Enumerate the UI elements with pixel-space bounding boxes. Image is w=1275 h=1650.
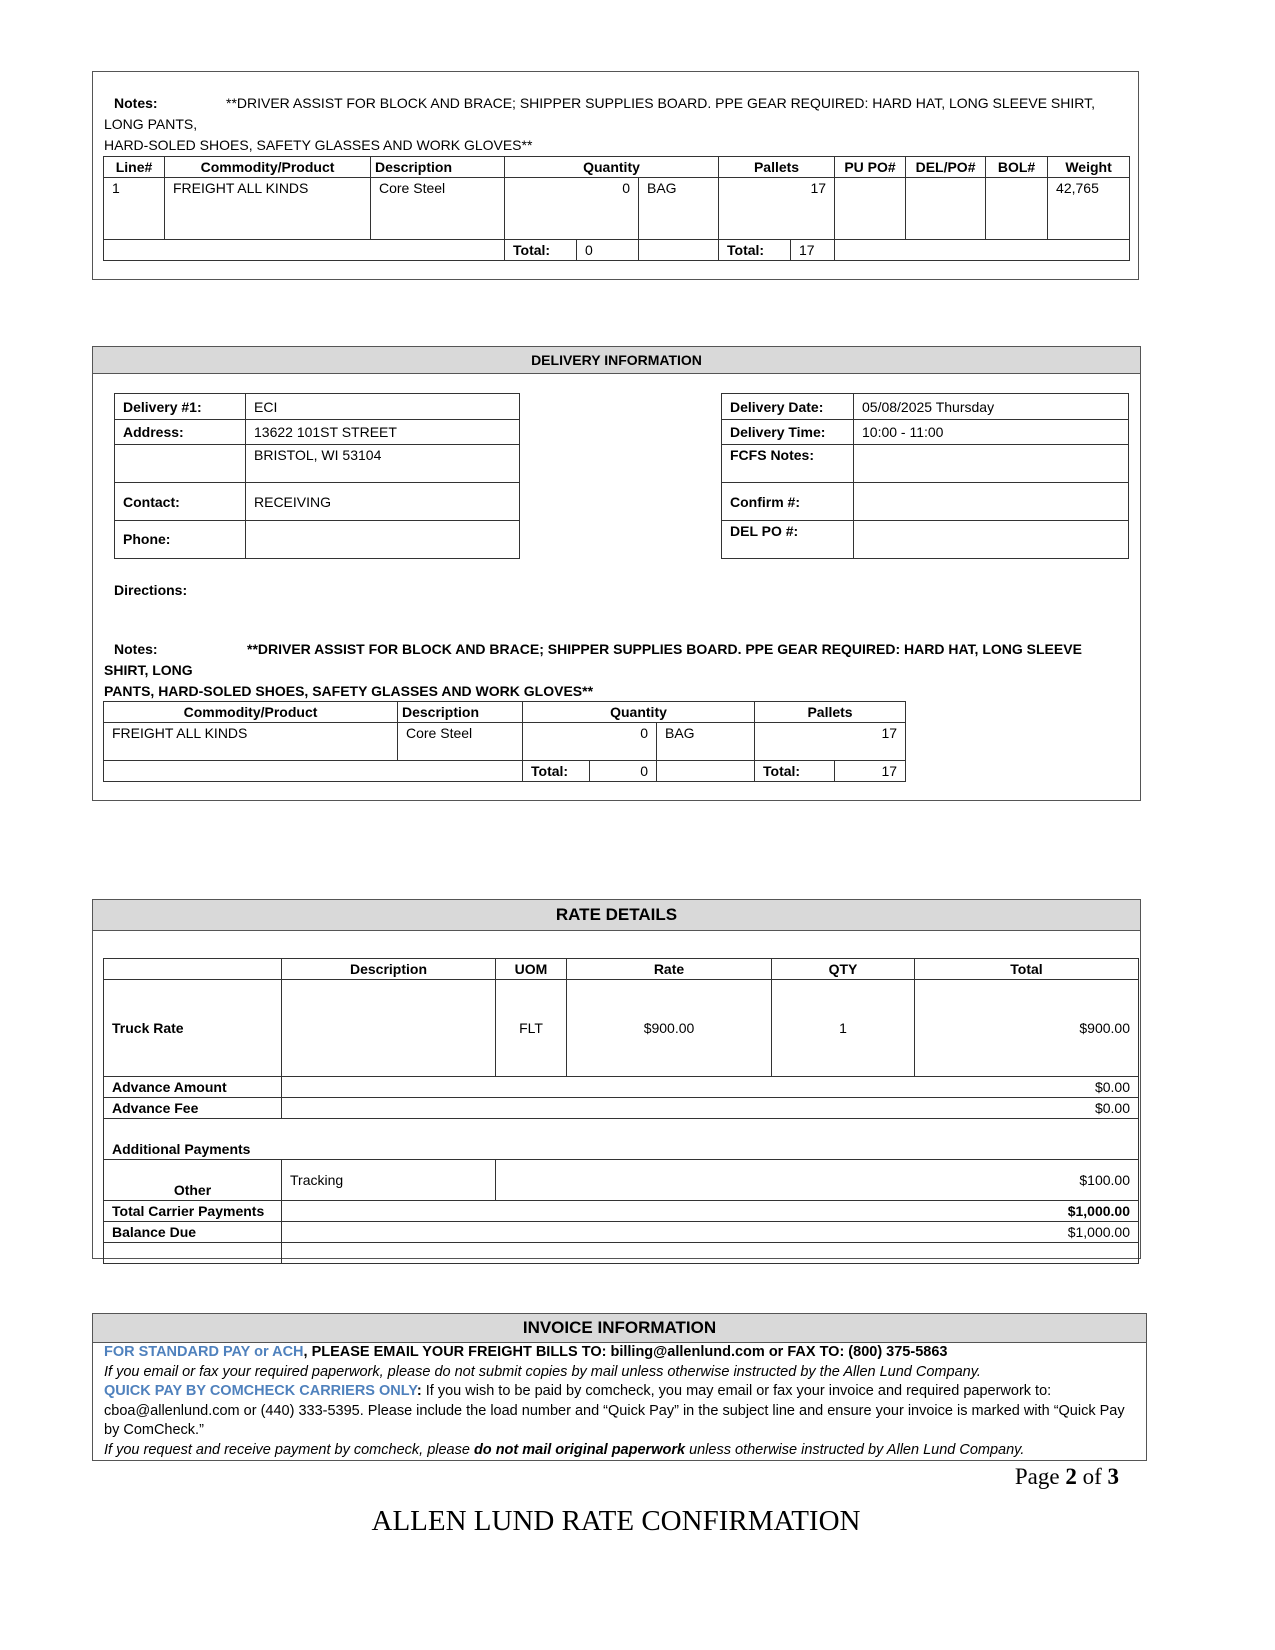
standard-pay-text: , PLEASE EMAIL YOUR FREIGHT BILLS TO: billing@allenlund.com or FAX TO: (800) 375-5863 [303, 1344, 948, 1360]
top-cell-weight: 42,765 [1048, 178, 1130, 240]
invoice-line-1 [104, 1343, 1139, 1363]
truck-rate-total: $900.00 [915, 980, 1139, 1077]
quick-pay-label: QUICK PAY BY COMCHECK CARRIERS ONLY [104, 1383, 417, 1400]
table-row [104, 178, 1130, 240]
invoice-header: INVOICE INFORMATION [93, 1314, 1146, 1343]
top-qty-total-label: Total: [505, 240, 577, 261]
delivery-section [92, 346, 1141, 801]
do-not-mail-emphasis: do not mail original paperwork [473, 1441, 686, 1458]
delivery-cell-commodity: FREIGHT ALL KINDS [104, 723, 398, 761]
delivery-date-label: Delivery Date: [722, 394, 854, 420]
quick-pay-text: If you wish to be paid by comcheck, you may email or fax your invoice and required paperwork to: cboa@allenlund.com or (440) 333-5395. Please include the load number and “Quick Pay” in the subject line and ensure your invoice is marked with “Quick Pay by ComCheck.” [104, 1383, 1125, 1439]
truck-rate-label: Truck Rate [104, 980, 282, 1077]
truck-rate-uom: FLT [496, 980, 567, 1077]
table-row [104, 723, 906, 761]
top-pallets-total: 17 [791, 240, 835, 261]
top-commodity-table [103, 156, 1130, 261]
standard-pay-label: FOR STANDARD PAY or ACH [104, 1344, 304, 1360]
table-row [104, 980, 1139, 1077]
advance-fee-value: $0.00 [282, 1098, 1139, 1119]
rate-th-rate: Rate [567, 959, 772, 980]
top-th-del-po: DEL/PO# [906, 157, 986, 178]
delivery-notes-text: **DRIVER ASSIST FOR BLOCK AND BRACE; SHIPPER SUPPLIES BOARD. PPE GEAR REQUIRED: HARD HAT, LONG SLEEVE SHIRT, LONG [104, 641, 1082, 678]
top-cell-line: 1 [104, 178, 165, 240]
top-cell-del-po [906, 178, 986, 240]
top-th-quantity: Quantity [505, 157, 719, 178]
top-notes-text: **DRIVER ASSIST FOR BLOCK AND BRACE; SHIPPER SUPPLIES BOARD. PPE GEAR REQUIRED: HARD HAT, LONG SLEEVE SHIRT, LONG PANTS, [104, 95, 1096, 132]
fcfs-notes-label: FCFS Notes: [722, 445, 854, 483]
top-th-description: Description [371, 157, 505, 178]
top-notes [104, 93, 1124, 156]
delivery-th-commodity: Commodity/Product [104, 702, 398, 723]
delivery-th-pallets: Pallets [755, 702, 906, 723]
balance-due-label: Balance Due [104, 1222, 282, 1243]
invoice-section [92, 1313, 1147, 1461]
table-row [104, 1222, 1139, 1243]
delivery-right-table [721, 393, 1129, 559]
invoice-line-3: QUICK PAY BY COMCHECK CARRIERS ONLY: If you wish to be paid by comcheck, you may email or fax your invoice and required paperwork to: cboa@allenlund.com or (440) 333-5395. Please include the load number and “Quick Pay” in the subject line and ensure your invoice is marked with “Quick Pay by ComCheck.” [104, 1383, 1125, 1439]
table-row [104, 1119, 1139, 1160]
advance-amount-label: Advance Amount [104, 1077, 282, 1098]
total-carrier-label: Total Carrier Payments [104, 1201, 282, 1222]
page-number: Page 2 of 3 [1014, 1464, 1119, 1489]
delivery-number-value: ECI [246, 394, 520, 420]
delivery-notes-text-2: PANTS, HARD-SOLED SHOES, SAFETY GLASSES AND WORK GLOVES** [104, 683, 594, 699]
document-title: ALLEN LUND RATE CONFIRMATION [371, 1505, 861, 1537]
delivery-notes [104, 639, 1124, 702]
rate-th-description: Description [282, 959, 496, 980]
table-row [104, 1098, 1139, 1119]
top-cell-qty: 0 [505, 178, 639, 240]
invoice-line-2: If you email or fax your required paperwork, please do not submit copies by mail unless otherwise instructed by the Allen Lund Company. [104, 1363, 981, 1380]
additional-payments-label: Additional Payments [104, 1119, 1139, 1160]
contact-value: RECEIVING [246, 483, 520, 521]
delivery-left-table [114, 393, 520, 559]
delivery-commodity-table [103, 701, 906, 782]
table-row [104, 1201, 1139, 1222]
rate-table [103, 958, 1139, 1264]
top-cell-pallets: 17 [719, 178, 835, 240]
other-amount: $100.00 [496, 1160, 1139, 1201]
top-notes-label: Notes: [114, 95, 158, 111]
rate-th-qty: QTY [772, 959, 915, 980]
delivery-pallets-total-label: Total: [755, 761, 835, 782]
delivery-th-description: Description [398, 702, 523, 723]
other-description: Tracking [282, 1160, 496, 1201]
del-po-label: DEL PO #: [722, 521, 854, 559]
rate-th-uom: UOM [496, 959, 567, 980]
balance-due-value: $1,000.00 [282, 1222, 1139, 1243]
advance-fee-label: Advance Fee [104, 1098, 282, 1119]
table-row [104, 240, 1130, 261]
delivery-qty-total-label: Total: [523, 761, 590, 782]
confirm-number-value [854, 483, 1129, 521]
other-label: Other [104, 1160, 282, 1201]
delivery-cell-uom: BAG [657, 723, 755, 761]
delivery-th-quantity: Quantity [523, 702, 755, 723]
top-th-weight: Weight [1048, 157, 1130, 178]
table-row [104, 1243, 1139, 1264]
top-pallets-total-label: Total: [719, 240, 791, 261]
directions-label: Directions: [114, 582, 188, 598]
fcfs-notes-value [854, 445, 1129, 483]
delivery-header: DELIVERY INFORMATION [93, 347, 1140, 374]
top-qty-total: 0 [577, 240, 639, 261]
table-row [104, 1160, 1139, 1201]
table-row [104, 1077, 1139, 1098]
top-th-line: Line# [104, 157, 165, 178]
delivery-qty-total: 0 [590, 761, 657, 782]
top-th-pallets: Pallets [719, 157, 835, 178]
top-th-commodity: Commodity/Product [165, 157, 371, 178]
rate-th-total: Total [915, 959, 1139, 980]
page-current: 2 [1065, 1464, 1077, 1489]
delivery-cell-qty: 0 [523, 723, 657, 761]
top-cell-commodity: FREIGHT ALL KINDS [165, 178, 371, 240]
address-label: Address: [115, 420, 246, 445]
advance-amount-value: $0.00 [282, 1077, 1139, 1098]
del-po-value [854, 521, 1129, 559]
confirm-number-label: Confirm #: [722, 483, 854, 521]
delivery-date-value: 05/08/2025 Thursday [854, 394, 1129, 420]
delivery-pallets-total: 17 [835, 761, 906, 782]
delivery-time-value: 10:00 - 11:00 [854, 420, 1129, 445]
contact-label: Contact: [115, 483, 246, 521]
rate-section [92, 899, 1141, 1259]
phone-value [246, 521, 520, 559]
top-notes-text-2: HARD-SOLED SHOES, SAFETY GLASSES AND WORK GLOVES** [104, 137, 533, 153]
truck-rate-qty: 1 [772, 980, 915, 1077]
truck-rate-rate: $900.00 [567, 980, 772, 1077]
address-line-2: BRISTOL, WI 53104 [246, 445, 520, 483]
address-line-1: 13622 101ST STREET [246, 420, 520, 445]
table-row [104, 761, 906, 782]
delivery-cell-description: Core Steel [398, 723, 523, 761]
delivery-time-label: Delivery Time: [722, 420, 854, 445]
total-carrier-value: $1,000.00 [282, 1201, 1139, 1222]
page-total: 3 [1107, 1464, 1119, 1489]
top-cell-bol [986, 178, 1048, 240]
top-th-bol: BOL# [986, 157, 1048, 178]
rate-header: RATE DETAILS [93, 900, 1140, 931]
delivery-cell-pallets: 17 [755, 723, 906, 761]
invoice-line-4: If you request and receive payment by comcheck, please do not mail original paperwork unless otherwise instructed by Allen Lund Company. [104, 1441, 1025, 1458]
phone-label: Phone: [115, 521, 246, 559]
top-cell-uom: BAG [639, 178, 719, 240]
top-th-pu-po: PU PO# [835, 157, 906, 178]
invoice-body [104, 1343, 1139, 1461]
delivery-number-label: Delivery #1: [115, 394, 246, 420]
top-notes-section [92, 71, 1139, 280]
top-cell-description: Core Steel [371, 178, 505, 240]
delivery-notes-label: Notes: [114, 641, 158, 657]
top-cell-pu-po [835, 178, 906, 240]
